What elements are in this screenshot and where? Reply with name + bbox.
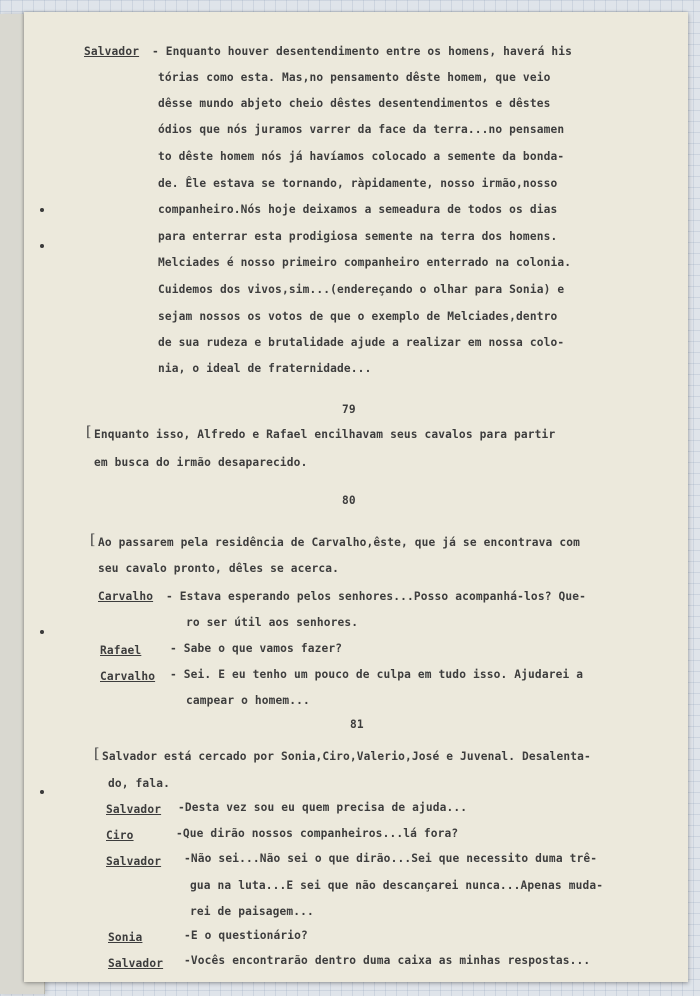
scene-number: 81 [350, 718, 364, 731]
scene-number: 79 [342, 403, 356, 416]
dialogue-line: - Estava esperando pelos senhores...Posso acompanhá-los? Que- [166, 590, 587, 603]
binder-hole [40, 244, 44, 248]
dialogue-line: -Não sei...Não sei o que dirão...Sei que necessito duma trê- [184, 852, 598, 865]
binder-hole [40, 630, 44, 634]
stage-direction: do, fala. [108, 777, 170, 790]
dialogue-line: gua na luta...E sei que não descançarei nunca...Apenas muda- [190, 879, 604, 892]
speaker-carvalho: Carvalho [100, 670, 156, 683]
dialogue-line: -E o questionário? [184, 929, 308, 942]
binder-hole [40, 790, 44, 794]
scene-number: 80 [342, 494, 356, 507]
stage-direction: seu cavalo pronto, dêles se acerca. [98, 562, 339, 575]
stage-direction: em busca do irmão desaparecido. [94, 456, 308, 469]
speaker-sonia: Sonia [108, 931, 143, 944]
speech-line: - Enquanto houver desentendimento entre os homens, haverá his [152, 45, 573, 58]
speaker-salvador: Salvador [108, 957, 164, 970]
binder-hole [40, 208, 44, 212]
speech-line: de sua rudeza e brutalidade ajude a realizar em nossa colo- [158, 336, 565, 349]
speaker-ciro: Ciro [106, 829, 134, 842]
stage-direction: Salvador está cercado por Sonia,Ciro,Valerio,José e Juvenal. Desalenta- [102, 750, 591, 763]
speech-line: ódios que nós juramos varrer da face da terra...no pensamen [158, 123, 565, 136]
stage-direction: Ao passarem pela residência de Carvalho,êste, que já se encontrava com [98, 536, 580, 549]
margin-bracket: [ [90, 532, 96, 548]
margin-bracket: [ [94, 746, 100, 762]
stage-direction: Enquanto isso, Alfredo e Rafael encilhavam seus cavalos para partir [94, 428, 556, 441]
speaker-salvador: Salvador [106, 855, 162, 868]
speech-line: nia, o ideal de fraternidade... [158, 362, 372, 375]
speaker-carvalho: Carvalho [98, 590, 154, 603]
dialogue-line: rei de paisagem... [190, 905, 314, 918]
margin-bracket: [ [86, 424, 92, 440]
speech-line: sejam nossos os votos de que o exemplo de Melciades,dentro [158, 310, 558, 323]
dialogue-line: campear o homem... [186, 694, 310, 707]
speech-line: companheiro.Nós hoje deixamos a semeadura de todos os dias [158, 203, 558, 216]
speech-line: Melciades é nosso primeiro companheiro enterrado na colonia. [158, 256, 572, 269]
speech-line: Cuidemos dos vivos,sim...(endereçando o olhar para Sonia) e [158, 283, 565, 296]
speaker-salvador: Salvador [106, 803, 162, 816]
speech-line: to dêste homem nós já havíamos colocado a semente da bonda- [158, 150, 565, 163]
dialogue-line: -Desta vez sou eu quem precisa de ajuda... [178, 801, 468, 814]
dialogue-line: - Sabe o que vamos fazer? [170, 642, 343, 655]
speech-line: para enterrar esta prodigiosa semente na terra dos homens. [158, 230, 558, 243]
dialogue-line: -Que dirão nossos companheiros...lá fora? [176, 827, 459, 840]
speaker-salvador: Salvador [84, 45, 140, 58]
dialogue-line: -Vocês encontrarão dentro duma caixa as minhas respostas... [184, 954, 591, 967]
speaker-rafael: Rafael [100, 644, 142, 657]
speech-line: dêsse mundo abjeto cheio dêstes desentendimentos e dêstes [158, 97, 551, 110]
dialogue-line: - Sei. E eu tenho um pouco de culpa em tudo isso. Ajudarei a [170, 668, 584, 681]
dialogue-line: ro ser útil aos senhores. [186, 616, 359, 629]
speech-line: tórias como esta. Mas,no pensamento dêste homem, que veio [158, 71, 551, 84]
speech-line: de. Êle estava se tornando, ràpidamente, nosso irmão,nosso [158, 177, 558, 190]
